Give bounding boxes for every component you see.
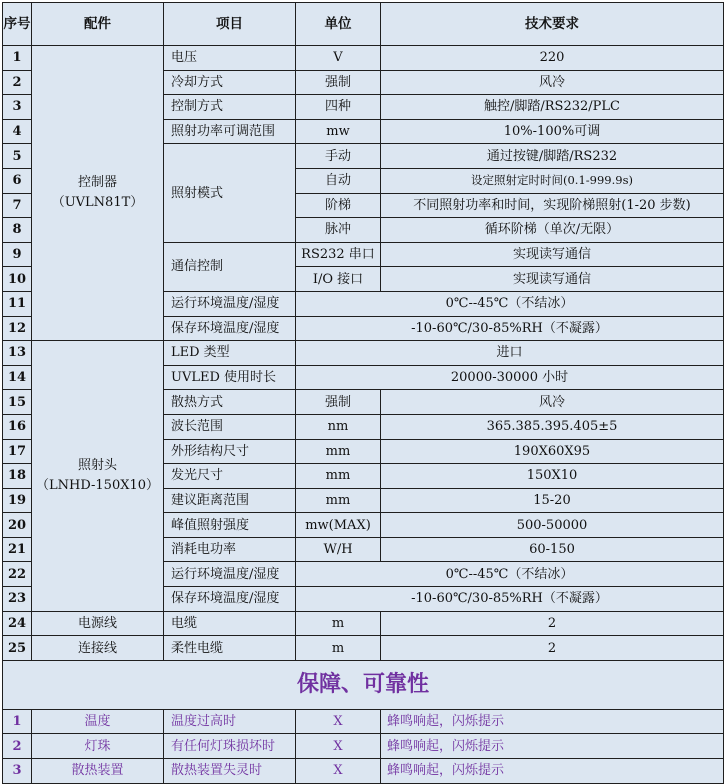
row-number: 3 (3, 759, 32, 784)
unit-cell: X (296, 759, 381, 784)
req-cell: 不同照射功率和时间，实现阶梯照射(1-20 步数) (381, 193, 724, 218)
item-cell: 外形结构尺寸 (164, 439, 296, 464)
row-number: 13 (3, 341, 32, 366)
part-power-cable: 电源线 (32, 611, 164, 636)
req-cell: 2 (381, 611, 724, 636)
unit-cell: mm (296, 464, 381, 489)
req-cell: 190X60X95 (381, 439, 724, 464)
item-cell: 有任何灯珠损坏时 (164, 734, 296, 759)
row-number: 12 (3, 316, 32, 341)
section-title: 保障、可靠性 (3, 660, 724, 709)
header-item: 项目 (164, 3, 296, 46)
req-cell: 触控/脚踏/RS232/PLC (381, 95, 724, 120)
item-cell: 电缆 (164, 611, 296, 636)
req-cell: 蜂鸣响起，闪烁提示 (381, 709, 724, 734)
req-cell: 150X10 (381, 464, 724, 489)
unit-cell: V (296, 46, 381, 71)
row-number: 18 (3, 464, 32, 489)
part-controller-model: （UVLN81T） (51, 195, 144, 211)
item-cell: 电压 (164, 46, 296, 71)
item-cell: 控制方式 (164, 95, 296, 120)
table-row (3, 341, 724, 366)
unit-cell: RS232 串口 (296, 242, 381, 267)
item-cell: UVLED 使用时长 (164, 365, 296, 390)
part-cell: 散热装置 (32, 759, 164, 784)
req-cell: 60-150 (381, 537, 724, 562)
req-cell: 风冷 (381, 390, 724, 415)
req-cell: 实现读写通信 (381, 242, 724, 267)
unit-cell: 强制 (296, 70, 381, 95)
item-cell: 冷却方式 (164, 70, 296, 95)
req-cell: 20000-30000 小时 (296, 365, 724, 390)
header-part: 配件 (32, 3, 164, 46)
part-head (32, 341, 164, 612)
unit-cell: mm (296, 439, 381, 464)
row-number: 20 (3, 513, 32, 538)
item-cell: 消耗电功率 (164, 537, 296, 562)
item-cell: 柔性电缆 (164, 636, 296, 661)
unit-cell: X (296, 709, 381, 734)
table-row (3, 46, 724, 71)
req-cell: 蜂鸣响起，闪烁提示 (381, 734, 724, 759)
row-number: 5 (3, 144, 32, 169)
part-cell: 温度 (32, 709, 164, 734)
unit-cell: nm (296, 414, 381, 439)
item-cell: 照射模式 (164, 144, 296, 242)
part-head-model: （LNHD-150X10） (36, 477, 160, 493)
row-number: 8 (3, 218, 32, 243)
req-cell: 0℃--45℃（不结冰） (296, 562, 724, 587)
unit-cell: I/O 接口 (296, 267, 381, 292)
row-number: 21 (3, 537, 32, 562)
row-number: 2 (3, 70, 32, 95)
item-cell: 建议距离范围 (164, 488, 296, 513)
req-cell: 365.385.395.405±5 (381, 414, 724, 439)
reliability-row (3, 734, 724, 759)
table-row (3, 611, 724, 636)
row-number: 23 (3, 587, 32, 612)
req-cell: 500-50000 (381, 513, 724, 538)
item-cell: 发光尺寸 (164, 464, 296, 489)
req-cell: -10-60℃/30-85%RH（不凝露） (296, 316, 724, 341)
req-cell: 220 (381, 46, 724, 71)
item-cell: 运行环境温度/湿度 (164, 562, 296, 587)
item-cell: 散热装置失灵时 (164, 759, 296, 784)
part-controller (32, 46, 164, 341)
row-number: 1 (3, 709, 32, 734)
req-cell: 实现读写通信 (381, 267, 724, 292)
reliability-row (3, 709, 724, 734)
row-number: 4 (3, 119, 32, 144)
spec-table (2, 2, 724, 784)
req-cell: 蜂鸣响起，闪烁提示 (381, 759, 724, 784)
row-number: 15 (3, 390, 32, 415)
item-cell: 波长范围 (164, 414, 296, 439)
item-cell: LED 类型 (164, 341, 296, 366)
row-number: 24 (3, 611, 32, 636)
part-controller-name: 控制器 (77, 175, 117, 191)
row-number: 6 (3, 168, 32, 193)
unit-cell: 四种 (296, 95, 381, 120)
unit-cell: 自动 (296, 168, 381, 193)
row-number: 9 (3, 242, 32, 267)
row-number: 16 (3, 414, 32, 439)
part-cell: 灯珠 (32, 734, 164, 759)
row-number: 10 (3, 267, 32, 292)
unit-cell: 强制 (296, 390, 381, 415)
req-cell: 15-20 (381, 488, 724, 513)
unit-cell: 脉冲 (296, 218, 381, 243)
header-row (3, 3, 724, 46)
item-cell: 温度过高时 (164, 709, 296, 734)
row-number: 3 (3, 95, 32, 120)
item-cell: 保存环境温度/湿度 (164, 316, 296, 341)
unit-cell: mw (296, 119, 381, 144)
unit-cell: mm (296, 488, 381, 513)
req-cell: 风冷 (381, 70, 724, 95)
unit-cell: m (296, 636, 381, 661)
item-cell: 运行环境温度/湿度 (164, 291, 296, 316)
unit-cell: W/H (296, 537, 381, 562)
row-number: 22 (3, 562, 32, 587)
row-number: 17 (3, 439, 32, 464)
row-number: 11 (3, 291, 32, 316)
row-number: 2 (3, 734, 32, 759)
row-number: 7 (3, 193, 32, 218)
section-row (3, 660, 724, 709)
row-number: 19 (3, 488, 32, 513)
header-unit: 单位 (296, 3, 381, 46)
req-cell: 通过按键/脚踏/RS232 (381, 144, 724, 169)
req-cell: 设定照射定时时间(0.1-999.9s) (381, 168, 724, 193)
item-cell: 通信控制 (164, 242, 296, 291)
unit-cell: 手动 (296, 144, 381, 169)
table-row (3, 636, 724, 661)
req-cell: 2 (381, 636, 724, 661)
unit-cell: mw(MAX) (296, 513, 381, 538)
part-connect-cable: 连接线 (32, 636, 164, 661)
part-head-name: 照射头 (77, 457, 117, 473)
unit-cell: m (296, 611, 381, 636)
item-cell: 峰值照射强度 (164, 513, 296, 538)
item-cell: 散热方式 (164, 390, 296, 415)
req-cell: 0℃--45℃（不结冰） (296, 291, 724, 316)
item-cell: 照射功率可调范围 (164, 119, 296, 144)
header-req: 技术要求 (381, 3, 724, 46)
unit-cell: X (296, 734, 381, 759)
req-cell: -10-60℃/30-85%RH（不凝露） (296, 587, 724, 612)
req-cell: 进口 (296, 341, 724, 366)
req-cell: 循环阶梯（单次/无限） (381, 218, 724, 243)
header-seq: 序号 (3, 3, 32, 46)
item-cell: 保存环境温度/湿度 (164, 587, 296, 612)
row-number: 1 (3, 46, 32, 71)
row-number: 25 (3, 636, 32, 661)
row-number: 14 (3, 365, 32, 390)
req-cell: 10%-100%可调 (381, 119, 724, 144)
unit-cell: 阶梯 (296, 193, 381, 218)
